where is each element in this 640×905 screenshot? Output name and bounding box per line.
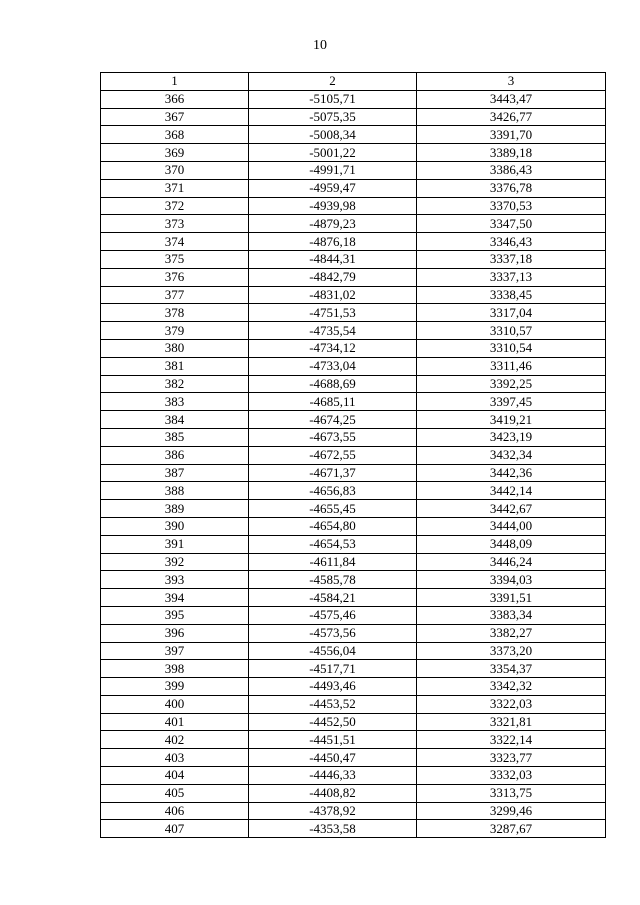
table-row — [101, 500, 606, 518]
table-cell: 3337,18 — [417, 250, 606, 268]
table-row — [101, 357, 606, 375]
table-cell: -4654,53 — [249, 535, 417, 553]
table-cell: 383 — [101, 393, 249, 411]
table-row — [101, 322, 606, 340]
table-row — [101, 304, 606, 322]
table-cell: 3299,46 — [417, 802, 606, 820]
table-cell: -4879,23 — [249, 215, 417, 233]
table-cell: 379 — [101, 322, 249, 340]
table-cell: -5075,35 — [249, 108, 417, 126]
table-cell: -4735,54 — [249, 322, 417, 340]
table-row — [101, 286, 606, 304]
table-row — [101, 749, 606, 767]
table-cell: -4844,31 — [249, 250, 417, 268]
table-cell: 391 — [101, 535, 249, 553]
table-cell: 387 — [101, 464, 249, 482]
table-row — [101, 393, 606, 411]
table-row — [101, 339, 606, 357]
table-cell: -4584,21 — [249, 589, 417, 607]
table-row — [101, 90, 606, 108]
table-row — [101, 428, 606, 446]
table-cell: 402 — [101, 731, 249, 749]
table-cell: -4734,12 — [249, 339, 417, 357]
table-cell: -4831,02 — [249, 286, 417, 304]
table-cell: 3346,43 — [417, 233, 606, 251]
table-row — [101, 784, 606, 802]
table-cell: 3386,43 — [417, 161, 606, 179]
table-cell: 3423,19 — [417, 428, 606, 446]
table-cell: -4939,98 — [249, 197, 417, 215]
table-cell: -4575,46 — [249, 606, 417, 624]
table-cell: 3382,27 — [417, 624, 606, 642]
table-row — [101, 695, 606, 713]
table-cell: 3332,03 — [417, 767, 606, 785]
table-cell: 404 — [101, 767, 249, 785]
column-header: 2 — [249, 73, 417, 91]
table-row — [101, 411, 606, 429]
table-row — [101, 571, 606, 589]
table-cell: -4751,53 — [249, 304, 417, 322]
table-row — [101, 713, 606, 731]
page-number: 10 — [313, 38, 327, 53]
table-row — [101, 642, 606, 660]
table-row — [101, 179, 606, 197]
table-cell: 3347,50 — [417, 215, 606, 233]
table-cell: -4674,25 — [249, 411, 417, 429]
table-row — [101, 464, 606, 482]
table-cell: -4353,58 — [249, 820, 417, 838]
table-row — [101, 144, 606, 162]
table-cell: -4453,52 — [249, 695, 417, 713]
table-cell: 3338,45 — [417, 286, 606, 304]
table-cell: 394 — [101, 589, 249, 607]
table-cell: 3376,78 — [417, 179, 606, 197]
table-cell: -4991,71 — [249, 161, 417, 179]
table-cell: 3310,54 — [417, 339, 606, 357]
table-cell: 392 — [101, 553, 249, 571]
table-cell: 367 — [101, 108, 249, 126]
table-row — [101, 197, 606, 215]
table-cell: 390 — [101, 517, 249, 535]
table-cell: 372 — [101, 197, 249, 215]
table-cell: -4672,55 — [249, 446, 417, 464]
table-row — [101, 802, 606, 820]
table-cell: -4585,78 — [249, 571, 417, 589]
table-cell: 3310,57 — [417, 322, 606, 340]
column-header: 3 — [417, 73, 606, 91]
table-cell: 407 — [101, 820, 249, 838]
table-cell: 3373,20 — [417, 642, 606, 660]
table-row — [101, 161, 606, 179]
table-cell: 401 — [101, 713, 249, 731]
table-cell: 3443,47 — [417, 90, 606, 108]
table-cell: 395 — [101, 606, 249, 624]
table-cell: -4842,79 — [249, 268, 417, 286]
table-row — [101, 767, 606, 785]
table-cell: 3444,00 — [417, 517, 606, 535]
table-cell: -4517,71 — [249, 660, 417, 678]
table-cell: -5008,34 — [249, 126, 417, 144]
table-cell: -4673,55 — [249, 428, 417, 446]
column-header: 1 — [101, 73, 249, 91]
table-row — [101, 126, 606, 144]
table-header — [101, 73, 606, 91]
table-row — [101, 446, 606, 464]
table-cell: 376 — [101, 268, 249, 286]
table-cell: 388 — [101, 482, 249, 500]
table-row — [101, 624, 606, 642]
table-cell: 374 — [101, 233, 249, 251]
table-cell: 399 — [101, 678, 249, 696]
table-cell: -4452,50 — [249, 713, 417, 731]
table-cell: 368 — [101, 126, 249, 144]
table-cell: 3321,81 — [417, 713, 606, 731]
table-cell: 3426,77 — [417, 108, 606, 126]
table-cell: -4446,33 — [249, 767, 417, 785]
table-row — [101, 517, 606, 535]
table-cell: 3383,34 — [417, 606, 606, 624]
table-row — [101, 250, 606, 268]
table-cell: -4685,11 — [249, 393, 417, 411]
table-cell: 396 — [101, 624, 249, 642]
table-cell: 3317,04 — [417, 304, 606, 322]
table-cell: 3337,13 — [417, 268, 606, 286]
table-row — [101, 660, 606, 678]
table-cell: -4876,18 — [249, 233, 417, 251]
table-cell: -4654,80 — [249, 517, 417, 535]
table-body — [101, 90, 606, 837]
table-row — [101, 482, 606, 500]
table-cell: 3370,53 — [417, 197, 606, 215]
table-cell: 382 — [101, 375, 249, 393]
table-cell: 3322,14 — [417, 731, 606, 749]
table-cell: -4655,45 — [249, 500, 417, 518]
table-cell: 3391,70 — [417, 126, 606, 144]
table-cell: 3442,67 — [417, 500, 606, 518]
table-cell: 406 — [101, 802, 249, 820]
table-cell: 3323,77 — [417, 749, 606, 767]
table-row — [101, 215, 606, 233]
table-row — [101, 233, 606, 251]
table-cell: 366 — [101, 90, 249, 108]
table-cell: 3342,32 — [417, 678, 606, 696]
table-cell: -5001,22 — [249, 144, 417, 162]
table-cell: -4450,47 — [249, 749, 417, 767]
table-cell: 381 — [101, 357, 249, 375]
table-cell: 386 — [101, 446, 249, 464]
table-cell: 393 — [101, 571, 249, 589]
table-cell: -4493,46 — [249, 678, 417, 696]
table-cell: -4611,84 — [249, 553, 417, 571]
table-cell: -4556,04 — [249, 642, 417, 660]
table-cell: 3391,51 — [417, 589, 606, 607]
table-row — [101, 820, 606, 838]
table-cell: 3354,37 — [417, 660, 606, 678]
table-cell: -4378,92 — [249, 802, 417, 820]
table-row — [101, 606, 606, 624]
coordinates-table — [100, 72, 606, 838]
table-row — [101, 108, 606, 126]
table-row — [101, 535, 606, 553]
table-row — [101, 268, 606, 286]
table-row — [101, 589, 606, 607]
table-cell: 3397,45 — [417, 393, 606, 411]
table-row — [101, 678, 606, 696]
table-cell: 375 — [101, 250, 249, 268]
table-cell: 384 — [101, 411, 249, 429]
table-cell: 370 — [101, 161, 249, 179]
table-cell: -4671,37 — [249, 464, 417, 482]
table-cell: 400 — [101, 695, 249, 713]
table-cell: 389 — [101, 500, 249, 518]
table-cell: 385 — [101, 428, 249, 446]
table-cell: 3448,09 — [417, 535, 606, 553]
table-cell: -4573,56 — [249, 624, 417, 642]
table-row — [101, 731, 606, 749]
table-cell: -4959,47 — [249, 179, 417, 197]
table-row — [101, 375, 606, 393]
table-cell: 397 — [101, 642, 249, 660]
table-cell: 398 — [101, 660, 249, 678]
table-row — [101, 553, 606, 571]
table-cell: 373 — [101, 215, 249, 233]
table-cell: -4656,83 — [249, 482, 417, 500]
table-cell: -4451,51 — [249, 731, 417, 749]
table-cell: 3392,25 — [417, 375, 606, 393]
table-cell: 377 — [101, 286, 249, 304]
table-cell: 371 — [101, 179, 249, 197]
table-cell: 380 — [101, 339, 249, 357]
table-cell: 3287,67 — [417, 820, 606, 838]
table-cell: 3322,03 — [417, 695, 606, 713]
table-cell: -4733,04 — [249, 357, 417, 375]
table-cell: 3446,24 — [417, 553, 606, 571]
table-cell: 3432,34 — [417, 446, 606, 464]
table-cell: 3311,46 — [417, 357, 606, 375]
table-cell: 3419,21 — [417, 411, 606, 429]
table-cell: 3313,75 — [417, 784, 606, 802]
table-cell: 3442,36 — [417, 464, 606, 482]
table-cell: -5105,71 — [249, 90, 417, 108]
table-cell: 3442,14 — [417, 482, 606, 500]
table-cell: -4408,82 — [249, 784, 417, 802]
table-cell: 378 — [101, 304, 249, 322]
table-cell: 3394,03 — [417, 571, 606, 589]
table-cell: 369 — [101, 144, 249, 162]
table-cell: 405 — [101, 784, 249, 802]
table-cell: 3389,18 — [417, 144, 606, 162]
header-row — [101, 73, 606, 91]
table-cell: 403 — [101, 749, 249, 767]
table-cell: -4688,69 — [249, 375, 417, 393]
